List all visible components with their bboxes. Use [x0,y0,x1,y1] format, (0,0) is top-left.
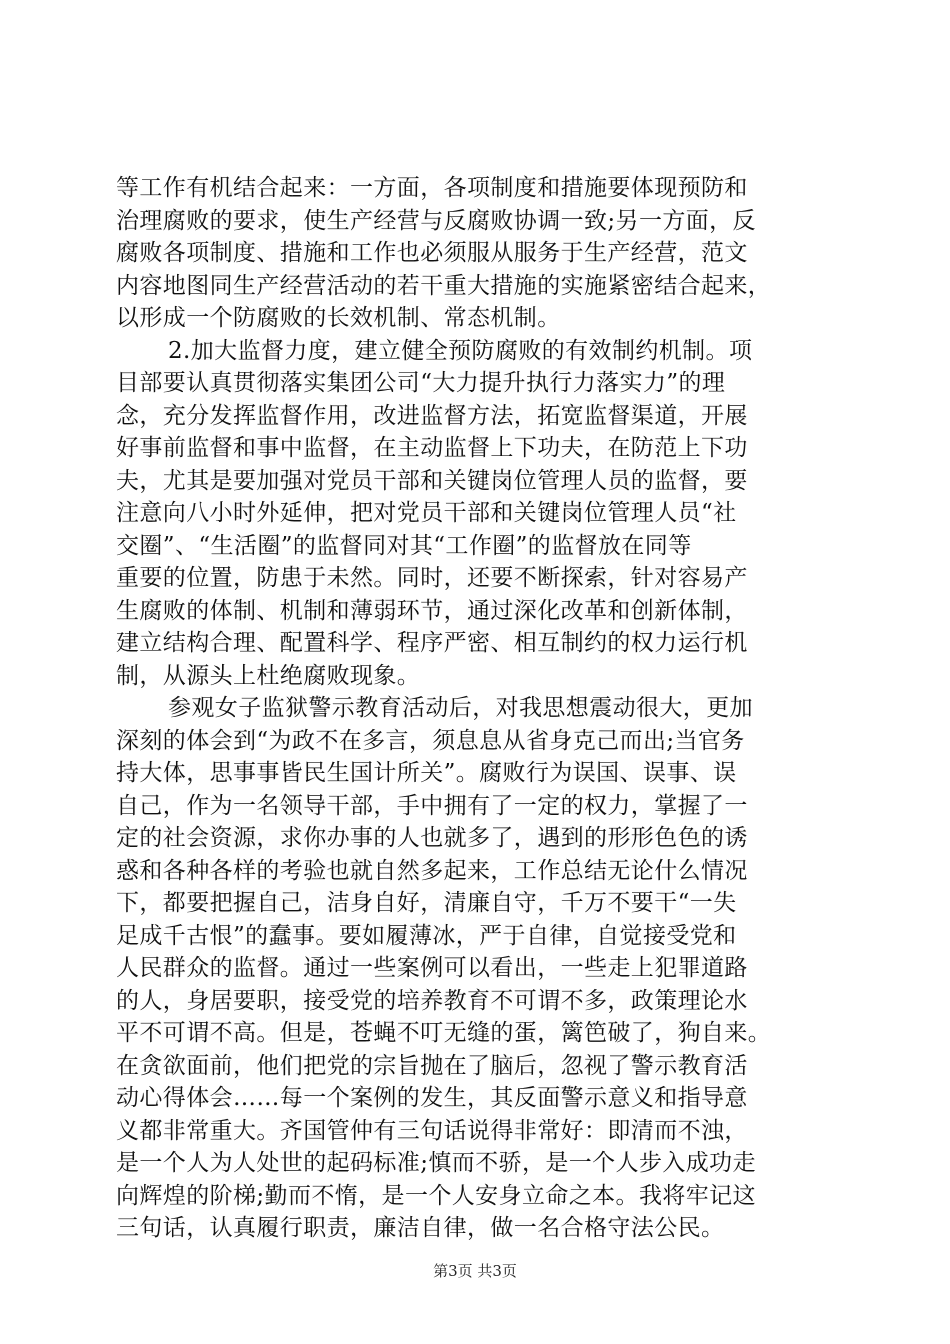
page-number-footer: 第3页 共3页 [433,1262,517,1280]
text-line: 向辉煌的阶梯;勤而不惰，是一个人安身立命之本。我将牢记这 [116,1182,756,1209]
text-line: 夫，尤其是要加强对党员干部和关键岗位管理人员的监督，要 [116,467,748,494]
text-line: 好事前监督和事中监督，在主动监督上下功夫，在防范上下功 [116,435,748,461]
text-line: 等工作有机结合起来：一方面，各项制度和措施要体现预防和 [116,175,748,201]
text-line: 交圈”、“生活圈”的监督同对其“工作圈”的监督放在同等 [116,532,692,559]
paragraph-start-line: 2.加大监督力度，建立健全预防腐败的有效制约机制。项 [168,337,753,364]
text-line: 注意向八小时外延伸，把对党员干部和关键岗位管理人员“社 [116,500,737,526]
body-text [116,172,836,1245]
paragraph-start-line: 参观女子监狱警示教育活动后，对我思想震动很大，更加 [168,695,753,721]
text-line: 腐败各项制度、措施和工作也必须服从服务于生产经营，范文 [116,240,748,266]
text-line: 建立结构合理、配置科学、程序严密、相互制约的权力运行机 [116,630,748,656]
text-line: 的人，身居要职，接受党的培养教育不可谓不多，政策理论水 [116,987,748,1014]
text-line: 生腐败的体制、机制和薄弱环节，通过深化改革和创新体制， [116,597,748,624]
text-line: 在贪欲面前，他们把党的宗旨抛在了脑后，忽视了警示教育活 [116,1052,748,1079]
text-line: 目部要认真贯彻落实集团公司“大力提升执行力落实力”的理 [116,370,726,396]
text-line: 内容地图同生产经营活动的若干重大措施的实施紧密结合起来， [116,272,772,299]
text-line: 惑和各种各样的考验也就自然多起来，工作总结无论什么情况 [116,857,748,884]
text-line: 是一个人为人处世的起码标准;慎而不骄，是一个人步入成功走 [116,1150,756,1176]
text-line: 义都非常重大。齐国管仲有三句话说得非常好：即清而不浊， [116,1117,748,1144]
text-line: 持大体，思事事皆民生国计所关”。腐败行为误国、误事、误 [116,760,737,786]
text-line: 人民群众的监督。通过一些案例可以看出，一些走上犯罪道路 [116,955,748,981]
text-line: 动心得体会……每一个案例的发生，其反面警示意义和指导意 [116,1085,748,1111]
text-line: 深刻的体会到“为政不在多言，须息息从省身克己而出;当官务 [116,727,745,754]
text-line: 治理腐败的要求，使生产经营与反腐败协调一致;另一方面，反 [116,207,756,234]
text-line: 下，都要把握自己，洁身自好，清廉自守，千万不要干“一失 [116,890,737,916]
text-line: 制，从源头上杜绝腐败现象。 [116,662,421,689]
text-line: 念，充分发挥监督作用，改进监督方法，拓宽监督渠道，开展 [116,402,748,429]
text-line: 以形成一个防腐败的长效机制、常态机制。 [116,305,561,331]
text-line: 重要的位置，防患于未然。同时，还要不断探索，针对容易产 [116,565,748,591]
text-line: 足成千古恨”的蠢事。要如履薄冰，严于自律，自觉接受党和 [116,922,737,949]
text-line: 自己，作为一名领导干部，手中拥有了一定的权力，掌握了一 [116,792,748,819]
text-line: 三句话，认真履行职责，廉洁自律，做一名合格守法公民。 [116,1215,725,1241]
text-line: 定的社会资源，求你办事的人也就多了，遇到的形形色色的诱 [116,825,748,851]
text-line: 平不可谓不高。但是，苍蝇不叮无缝的蛋，篱笆破了，狗自来。 [116,1020,772,1046]
